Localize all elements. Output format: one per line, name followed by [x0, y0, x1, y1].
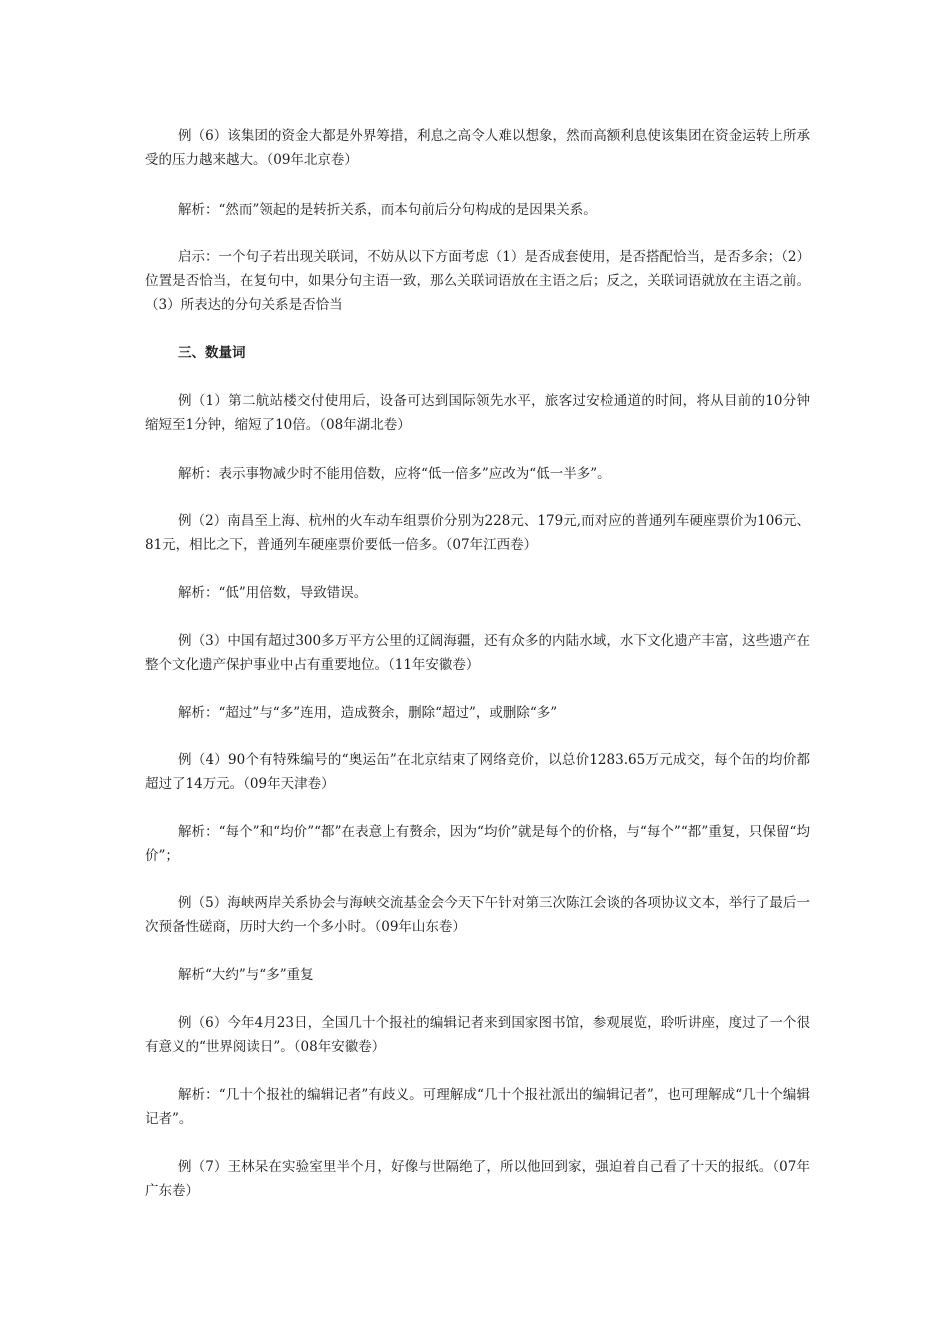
analysis-paragraph: 解析：“然而”领起的是转折关系，而本句前后分句构成的是因果关系。 — [178, 202, 597, 218]
example-paragraph: 例（6）该集团的资金大都是外界筹措，利息之高令人难以想象，然而高额利息使该集团在资金运转上所承受的压力越来越大。（09年北京卷） — [145, 128, 810, 168]
insight-paragraph: 启示：一个句子若出现关联词，不妨从以下方面考虑（1）是否成套使用，是否搭配恰当，是否多余；（2）位置是否恰当，在复句中，如果分句主语一致，那么关联词语放在主语之后；反之，关联词语就放在主语之前。（3）所表达的分句关系是否恰当 — [145, 249, 810, 313]
analysis-paragraph: 解析：“低”用倍数，导致错误。 — [178, 585, 368, 601]
analysis-paragraph: 解析“大约”与“多”重复 — [178, 967, 314, 983]
example-paragraph: 例（7）王林呆在实验室里半个月，好像与世隔绝了，所以他回到家，强迫着自己看了十天的报纸。（07年广东卷） — [145, 1159, 810, 1199]
analysis-paragraph: 解析：“每个”和“均价”“都”在表意上有赘余，因为“均价”就是每个的价格，与“每个”“都”重复，只保留“均价”； — [145, 824, 810, 864]
example-paragraph: 例（6）今年4月23日，全国几十个报社的编辑记者来到国家图书馆，参观展览，聆听讲座，度过了一个很有意义的“世界阅读日”。（08年安徽卷） — [145, 1015, 810, 1055]
analysis-paragraph: 解析：表示事物减少时不能用倍数，应将“低一倍多”应改为“低一半多”。 — [178, 466, 611, 482]
example-paragraph: 例（4）90个有特殊编号的“奥运缶”在北京结束了网络竞价，以总价1283.65万元成交，每个缶的均价都超过了14万元。（09年天津卷） — [145, 752, 810, 792]
example-paragraph: 例（2）南昌至上海、杭州的火车动车组票价分别为228元、179元,而对应的普通列车硬座票价为106元、81元，相比之下，普通列车硬座票价要低一倍多。（07年江西卷） — [145, 513, 810, 553]
section-heading: 三、数量词 — [178, 345, 246, 361]
analysis-paragraph: 解析：“几十个报社的编辑记者”有歧义。可理解成“几十个报社派出的编辑记者”，也可理解成“几十个编辑记者”。 — [145, 1087, 810, 1127]
analysis-paragraph: 解析：“超过”与“多”连用，造成赘余，删除“超过”，或删除“多” — [178, 705, 558, 721]
example-paragraph: 例（3）中国有超过300多万平方公里的辽阔海疆，还有众多的内陆水域，水下文化遗产丰富，这些遗产在整个文化遗产保护事业中占有重要地位。（11年安徽卷） — [145, 633, 810, 673]
example-paragraph: 例（1）第二航站楼交付使用后，设备可达到国际领先水平，旅客过安检通道的时间，将从目前的10分钟缩短至1分钟，缩短了10倍。（08年湖北卷） — [145, 393, 810, 433]
example-paragraph: 例（5）海峡两岸关系协会与海峡交流基金会今天下午针对第三次陈江会谈的各项协议文本，举行了最后一次预备性磋商，历时大约一个多小时。（09年山东卷） — [145, 895, 810, 935]
